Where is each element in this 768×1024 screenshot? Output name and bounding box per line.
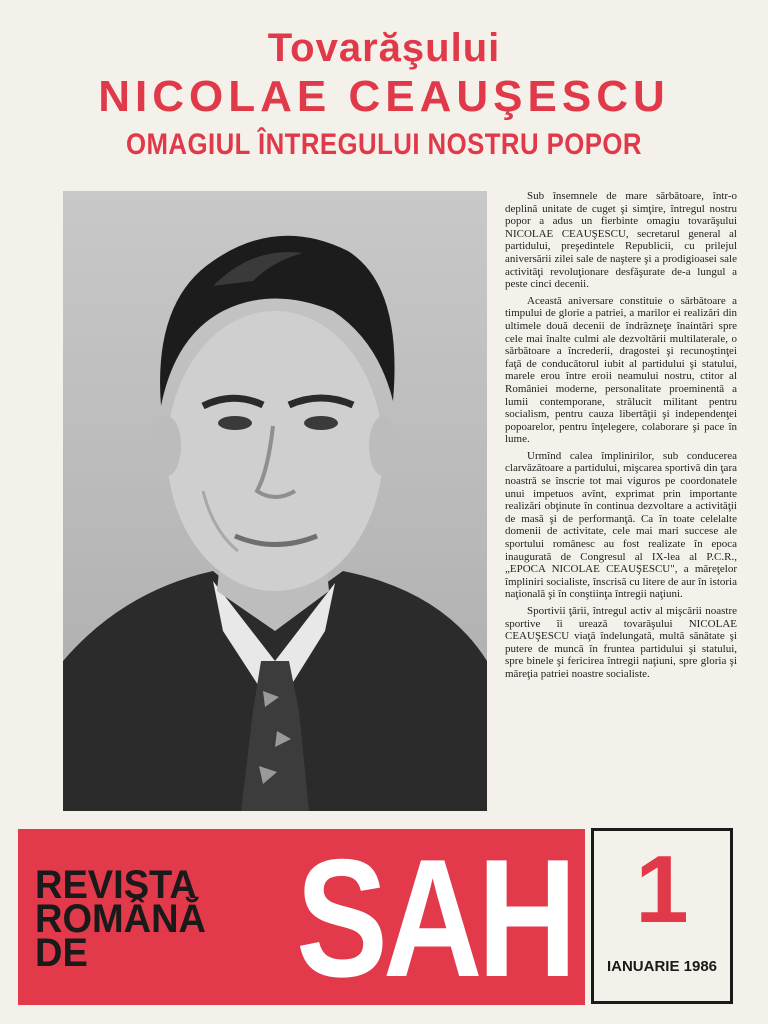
article-paragraph: Această aniversare constituie o sărbătoare a timpului de glorie a patriei, a marilor ei realizări din ultimele două decenii de îndrăzneţe înaintări spre cele mai înalte culmi ale dezvoltării multilaterale, o sărbătoare a încrederii, dragostei şi recunoştinţei faţă de conducătorul iubit al partidului şi statului, marele erou între eroii neamului nostru, ctitor al României moderne, personalitate proeminentă a lumii contemporane, strălucit militant pentru socialism, pentru cauza libertăţii şi independenţei popoarelor, pentru înţelegere, colaborare şi pace în lume.	[505, 294, 737, 446]
article-paragraph: Urmînd calea împlinirilor, sub conducerea clarvăzătoare a partidului, mişcarea sportivă din ţara noastră se înscrie tot mai viguros pe coordonatele unui impetuos avînt, exprimat prin importante realizări obţinute în continua dezvoltare a activităţii de masă şi de performanţă. Ca în toate celelalte domenii de activitate, cele mai mari succese ale sportului românesc au fost realizate în epoca inaugurată de Congresul al IX-lea al P.C.R., „EPOCA NICOLAE CEAUŞESCU", a măreţelor împliniri socialiste, înscrisă cu litere de aur în istoria naţională şi în conştiinţa întregii naţiuni.	[505, 449, 737, 601]
headline-tribute: OMAGIUL ÎNTREGULUI NOSTRU POPOR	[126, 128, 642, 161]
masthead-title: SAH	[296, 824, 573, 1012]
masthead-word-romana: ROMÂNĂ	[35, 897, 206, 941]
masthead-words	[35, 863, 215, 975]
issue-box	[591, 828, 733, 1004]
portrait-photo	[63, 191, 487, 811]
portrait-illustration	[63, 191, 487, 811]
article-text	[505, 190, 737, 685]
article-paragraph: Sportivii ţării, întregul activ al mişcării noastre sportive îi urează tovarăşului NICOLAE CEAUŞESCU viaţă îndelungată, multă sănătate şi putere de muncă în fruntea partidului şi statului, spre binele şi fericirea întregii naţiuni, spre gloria şi măreţia patriei noastre socialiste.	[505, 605, 737, 680]
masthead-word-revista: REVISTA	[35, 863, 197, 907]
headline-dedication: Tovarăşului	[267, 26, 501, 70]
issue-number: 1	[635, 836, 689, 943]
issue-date: IANUARIE 1986	[606, 958, 718, 975]
headline-name: NICOLAE CEAUŞESCU	[98, 72, 670, 121]
article-paragraph: Sub însemnele de mare sărbătoare, într-o deplină unitate de cuget şi simţire, întregul nostru popor a adus un fierbinte omagiu tovarăşului NICOLAE CEAUŞESCU, secretarul general al partidului, preşedintele Republicii, cu prilejul aniversării zilei sale de naştere şi a prodigioasei sale activităţi revoluţionare desfăşurate de-a lungul a peste cinci decenii.	[505, 190, 737, 291]
masthead-word-de: DE	[35, 931, 88, 975]
